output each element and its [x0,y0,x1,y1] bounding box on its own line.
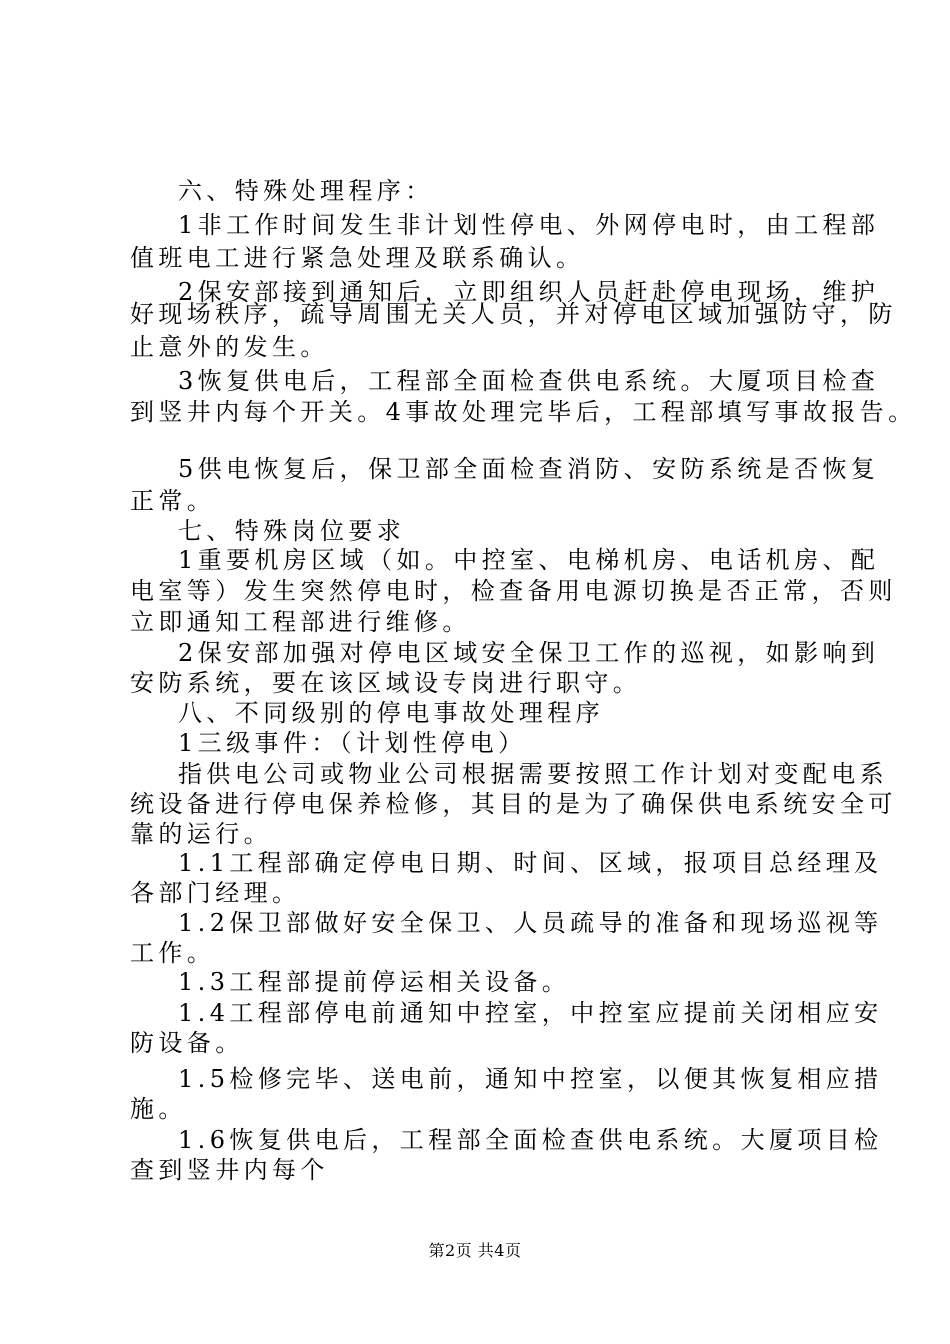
paragraph-line: 各部门经理。 [130,879,301,907]
paragraph-line: 1.3工程部提前停运相关设备。 [178,968,571,996]
section-heading-7: 七、特殊岗位要求 [178,517,406,545]
paragraph-line: 好现场秩序，疏导周围无关人员，并对停电区域加强防守，防 [130,300,897,328]
paragraph-line: 1.4工程部停电前通知中控室，中控室应提前关闭相应安 [178,999,883,1027]
paragraph-line: 2保安部加强对停电区域安全保卫工作的巡视，如影响到 [178,639,880,667]
paragraph-line: 2保安部接到通知后，立即组织人员赶赴停电现场，维护 [178,278,880,306]
paragraph-line: 到竖井内每个开关。4事故处理完毕后，工程部填写事故报告。 [130,398,917,426]
paragraph-line: 指供电公司或物业公司根据需要按照工作计划对变配电系 [178,760,888,788]
paragraph-line: 1非工作时间发生非计划性停电、外网停电时，由工程部 [178,211,880,239]
paragraph-line: 1.5检修完毕、送电前，通知中控室，以便其恢复相应措 [178,1065,883,1093]
paragraph-line: 正常。 [130,487,216,515]
paragraph-line: 工作。 [130,939,216,967]
paragraph-line: 安防系统，要在该区域设专岗进行职守。 [130,669,642,697]
paragraph-line: 查到竖井内每个 [130,1156,329,1184]
paragraph-line: 止意外的发生。 [130,333,329,361]
paragraph-line: 施。 [130,1095,187,1123]
paragraph-line: 电室等）发生突然停电时，检查备用电源切换是否正常，否则 [130,577,897,605]
paragraph-line: 1.2保卫部做好安全保卫、人员疏导的准备和现场巡视等 [178,909,883,937]
page-number-footer: 第2页 共4页 [428,1241,522,1260]
paragraph-line: 防设备。 [130,1029,244,1057]
subsection-heading: 1三级事件：（计划性停电） [178,729,527,757]
section-heading-8: 八、不同级别的停电事故处理程序 [178,699,604,727]
paragraph-line: 1.6恢复供电后，工程部全面检查供电系统。大厦项目检 [178,1126,883,1154]
paragraph-line: 统设备进行停电保养检修，其目的是为了确保供电系统安全可 [130,790,897,818]
paragraph-line: 5供电恢复后，保卫部全面检查消防、安防系统是否恢复 [178,455,880,483]
section-heading-6: 六、特殊处理程序： [178,177,434,205]
paragraph-line: 1重要机房区域（如。中控室、电梯机房、电话机房、配 [178,546,880,574]
paragraph-line: 1.1工程部确定停电日期、时间、区域，报项目总经理及 [178,849,883,877]
paragraph-line: 3恢复供电后，工程部全面检查供电系统。大厦项目检查 [178,367,880,395]
paragraph-line: 靠的运行。 [130,820,272,848]
paragraph-line: 立即通知工程部进行维修。 [130,608,471,636]
paragraph-line: 值班电工进行紧急处理及联系确认。 [130,244,585,272]
